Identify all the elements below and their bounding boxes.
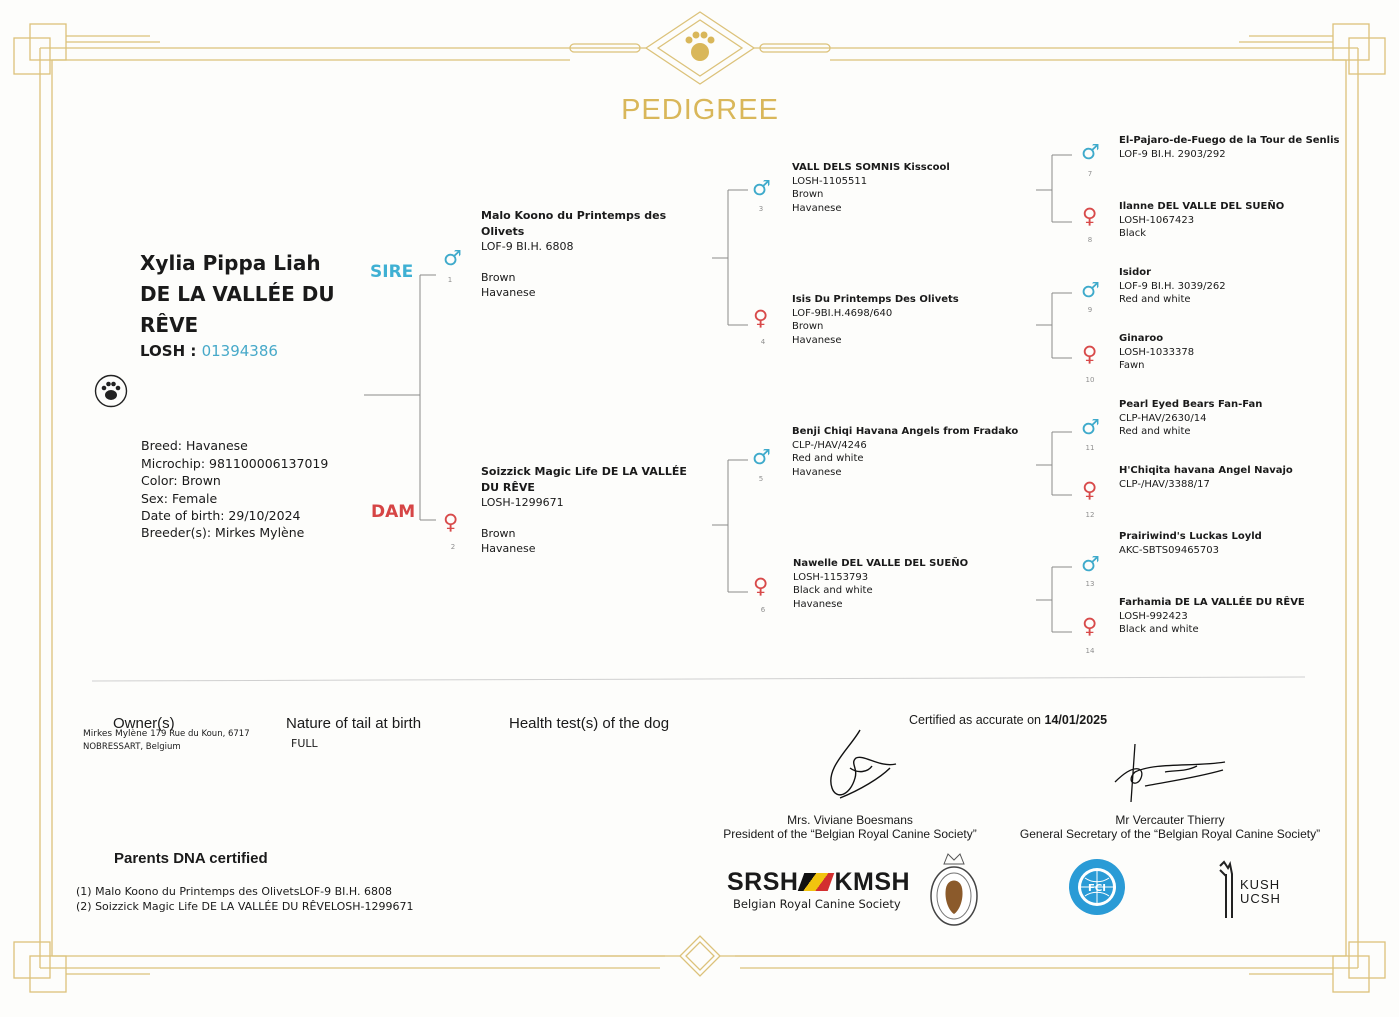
male-symbol-icon: ♂	[1081, 140, 1100, 164]
tail-heading: Nature of tail at birth	[286, 715, 422, 732]
fci-logo-icon	[1068, 858, 1126, 916]
dog-dob: Date of birth: 29/10/2024	[141, 508, 301, 523]
fci-text: FCI	[1088, 883, 1106, 894]
dam-entry: Soizzick Magic Life DE LA VALLÉE DU RÊVE LOSH-1299671 Brown Havanese	[481, 465, 687, 555]
male-symbol-icon: ♂	[1081, 415, 1100, 439]
male-symbol-icon: ♂	[752, 176, 771, 200]
dog-color: Color: Brown	[141, 473, 221, 488]
gen-number: 2	[450, 543, 456, 551]
owner-details: Mirkes Mylène 179 Rue du Koun, 6717	[83, 729, 250, 739]
female-symbol-icon: ♀	[753, 574, 769, 598]
female-symbol-icon: ♀	[443, 510, 459, 534]
great-grandparent-entry: H'Chiqita havana Angel Navajo CLP-/HAV/3388/17	[1119, 465, 1293, 490]
gen-number: 1	[447, 276, 453, 284]
great-grandparent-entry: Ginaroo LOSH-1033378 Fawn	[1119, 333, 1195, 371]
dna-line-2: (2) Soizzick Magic Life DE LA VALLÉE DU RÊVELOSH-1299671	[76, 900, 414, 913]
dog-sex: Sex: Female	[141, 491, 218, 506]
certified-line: Certified as accurate on 14/01/2025	[909, 713, 1108, 727]
owner-heading: Owner(s)	[113, 715, 175, 732]
great-grandparent-entry: Prairiwind's Luckas Loyld AKC-SBTS09465703	[1119, 531, 1262, 556]
signer2: Mr Vercauter Thierry General Secretary of the “Belgian Royal Canine Society”	[1019, 813, 1321, 841]
great-grandparent-entry: El-Pajaro-de-Fuego de la Tour de Senlis LOF-9 BI.H. 2903/292	[1119, 135, 1340, 160]
health-heading: Health test(s) of the dog	[509, 715, 670, 732]
female-symbol-icon: ♀	[1082, 342, 1098, 366]
great-grandparent-entry: Pearl Eyed Bears Fan-Fan CLP-HAV/2630/14 Red and white	[1119, 399, 1263, 437]
kush-ucsh-logo: KUSH UCSH	[1216, 860, 1286, 920]
owner-address: NOBRESSART, Belgium	[83, 742, 181, 752]
dna-heading: Parents DNA certified	[114, 850, 268, 867]
gen-number: 10	[1085, 376, 1095, 384]
grandparent-entry: VALL DELS SOMNIS Kisscool LOSH-1105511 Brown Havanese	[792, 162, 950, 214]
gen-number: 13	[1085, 580, 1095, 588]
dog-name: Xylia Pippa Liah DE LA VALLÉE DU RÊVE	[140, 251, 335, 337]
royal-crest-icon	[928, 852, 980, 928]
gen-number: 5	[758, 475, 764, 483]
tail-value: FULL	[291, 737, 318, 750]
male-symbol-icon: ♂	[443, 246, 462, 270]
female-symbol-icon: ♀	[1082, 204, 1098, 228]
dog-breed: Breed: Havanese	[141, 438, 248, 453]
great-grandparent-entry: Isidor LOF-9 BI.H. 3039/262 Red and white	[1119, 267, 1226, 305]
paw-icon	[94, 374, 128, 408]
kush-dog-icon	[1216, 860, 1242, 920]
gen-number: 3	[758, 205, 764, 213]
gen-number: 12	[1085, 511, 1095, 519]
female-symbol-icon: ♀	[1082, 478, 1098, 502]
signature-secretary	[1105, 742, 1230, 804]
dam-label: DAM	[371, 502, 416, 522]
female-symbol-icon: ♀	[1082, 614, 1098, 638]
gen-number: 7	[1087, 170, 1093, 178]
dog-microchip: Microchip: 981100006137019	[141, 456, 329, 471]
great-grandparent-entry: Ilanne DEL VALLE DEL SUEÑO LOSH-1067423 Black	[1119, 201, 1285, 239]
gen-number: 9	[1087, 306, 1093, 314]
dna-line-1: (1) Malo Koono du Printemps des OlivetsLOF-9 BI.H. 6808	[76, 885, 392, 898]
gen-number: 11	[1085, 444, 1095, 452]
sire-entry: Malo Koono du Printemps des Olivets LOF-9 BI.H. 6808 Brown Havanese	[481, 209, 667, 299]
gen-number: 14	[1085, 647, 1095, 655]
sire-label: SIRE	[370, 262, 414, 282]
losh-number: LOSH : 01394386	[140, 342, 278, 360]
great-grandparent-entry: Farhamia DE LA VALLÉE DU RÊVE LOSH-992423 Black and white	[1119, 597, 1305, 635]
dog-breeder: Breeder(s): Mirkes Mylène	[141, 525, 305, 540]
female-symbol-icon: ♀	[753, 306, 769, 330]
grandparent-entry: Benji Chiqi Havana Angels from Fradako CLP-/HAV/4246 Red and white Havanese	[792, 426, 1019, 478]
signature-president	[820, 728, 910, 803]
page-title: PEDIGREE	[621, 94, 779, 126]
grandparent-entry: Isis Du Printemps Des Olivets LOF-9BI.H.4698/640 Brown Havanese	[792, 294, 959, 346]
gen-number: 6	[760, 606, 766, 614]
gen-number: 4	[760, 338, 766, 346]
gen-number: 8	[1087, 236, 1093, 244]
male-symbol-icon: ♂	[752, 445, 771, 469]
male-symbol-icon: ♂	[1081, 552, 1100, 576]
male-symbol-icon: ♂	[1081, 278, 1100, 302]
srsh-kmsh-logo: SRSH KMSH Belgian Royal Canine Society	[727, 868, 911, 911]
grandparent-entry: Nawelle DEL VALLE DEL SUEÑO LOSH-1153793 Black and white Havanese	[793, 558, 969, 610]
signer1: Mrs. Viviane Boesmans President of the “Belgian Royal Canine Society”	[723, 813, 977, 841]
